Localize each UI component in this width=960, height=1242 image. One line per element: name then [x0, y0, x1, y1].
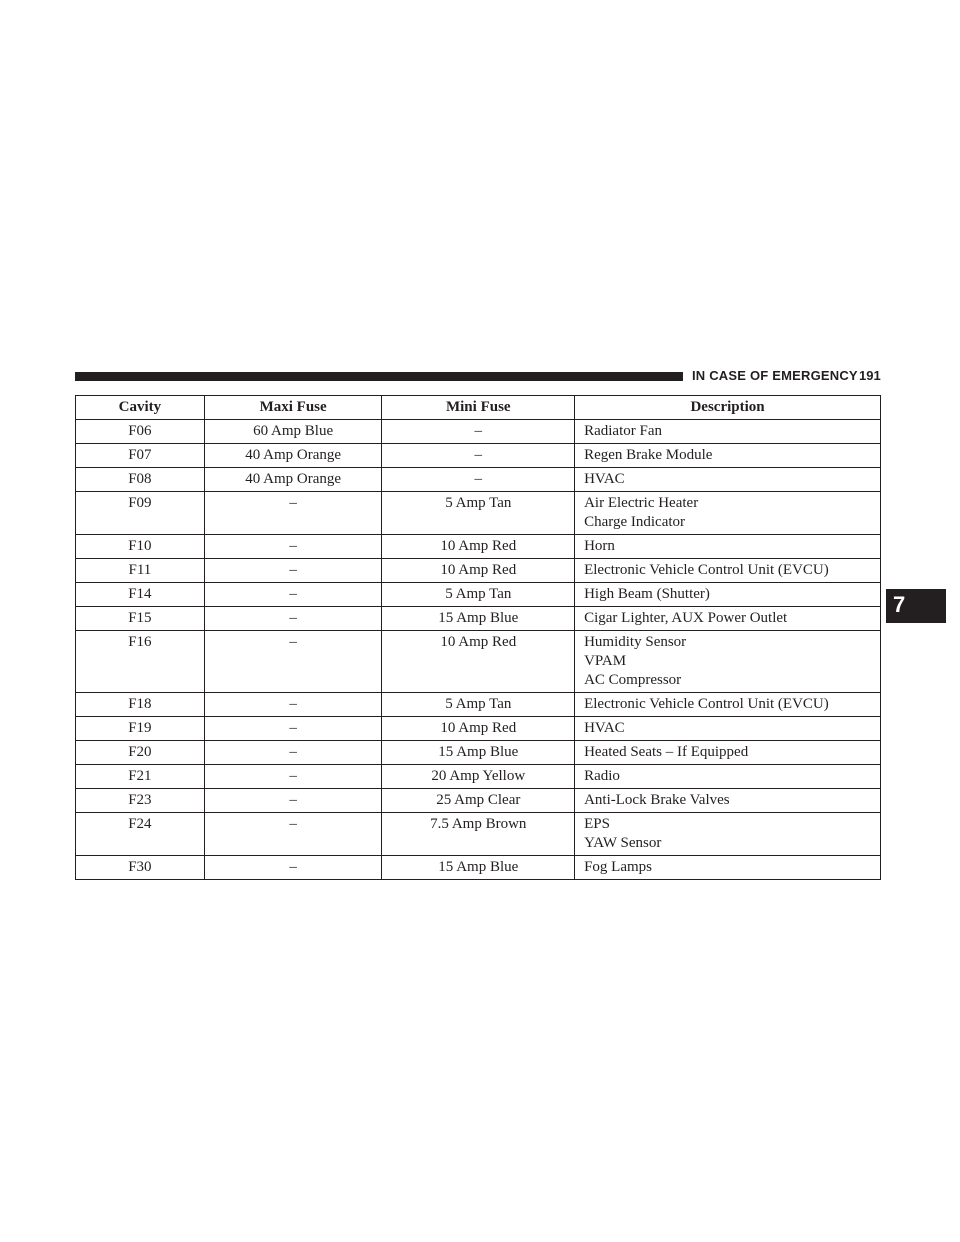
header-mini-fuse: Mini Fuse — [382, 396, 575, 420]
cell-maxi-fuse: – — [204, 535, 382, 559]
cell-description — [575, 789, 881, 813]
description-line: Cigar Lighter, AUX Power Outlet — [584, 610, 788, 626]
table-header-row — [76, 396, 881, 420]
cell-description — [575, 535, 881, 559]
description-line: HVAC — [584, 720, 625, 736]
table-row — [76, 765, 881, 789]
cell-mini-fuse: 15 Amp Blue — [382, 856, 575, 880]
header-maxi-fuse: Maxi Fuse — [204, 396, 382, 420]
header-description: Description — [575, 396, 881, 420]
cell-mini-fuse: 25 Amp Clear — [382, 789, 575, 813]
table-row — [76, 607, 881, 631]
chapter-tab-number: 7 — [893, 592, 906, 617]
description-line: Charge Indicator — [584, 514, 686, 530]
cell-mini-fuse: 7.5 Amp Brown — [382, 813, 575, 856]
cell-description — [575, 741, 881, 765]
cell-cavity: F07 — [76, 444, 205, 468]
cell-description — [575, 444, 881, 468]
cell-mini-fuse: 10 Amp Red — [382, 631, 575, 693]
description-line: Horn — [584, 538, 615, 554]
table-body — [76, 420, 881, 880]
description-line: Fog Lamps — [584, 859, 653, 875]
cell-cavity: F09 — [76, 492, 205, 535]
cell-maxi-fuse: – — [204, 492, 382, 535]
cell-cavity: F14 — [76, 583, 205, 607]
table-row — [76, 813, 881, 856]
cell-mini-fuse: 10 Amp Red — [382, 535, 575, 559]
table-row — [76, 717, 881, 741]
table-row — [76, 583, 881, 607]
description-line: VPAM — [584, 653, 627, 669]
cell-maxi-fuse: – — [204, 607, 382, 631]
cell-maxi-fuse: – — [204, 693, 382, 717]
cell-maxi-fuse: – — [204, 631, 382, 693]
cell-maxi-fuse: – — [204, 583, 382, 607]
table-row — [76, 420, 881, 444]
cell-description — [575, 717, 881, 741]
table-row — [76, 444, 881, 468]
cell-maxi-fuse: 40 Amp Orange — [204, 444, 382, 468]
cell-mini-fuse: 5 Amp Tan — [382, 583, 575, 607]
cell-cavity: F16 — [76, 631, 205, 693]
table-row — [76, 492, 881, 535]
cell-description — [575, 631, 881, 693]
cell-cavity: F20 — [76, 741, 205, 765]
cell-mini-fuse: 5 Amp Tan — [382, 693, 575, 717]
cell-description — [575, 813, 881, 856]
description-line: YAW Sensor — [584, 835, 662, 851]
cell-cavity: F18 — [76, 693, 205, 717]
cell-description — [575, 693, 881, 717]
cell-description — [575, 420, 881, 444]
cell-mini-fuse: 10 Amp Red — [382, 717, 575, 741]
cell-cavity: F24 — [76, 813, 205, 856]
table-row — [76, 535, 881, 559]
cell-maxi-fuse: – — [204, 813, 382, 856]
cell-maxi-fuse: – — [204, 789, 382, 813]
cell-maxi-fuse: – — [204, 765, 382, 789]
cell-maxi-fuse: – — [204, 559, 382, 583]
cell-cavity: F11 — [76, 559, 205, 583]
description-line: Radio — [584, 768, 620, 784]
cell-cavity: F30 — [76, 856, 205, 880]
cell-mini-fuse: 10 Amp Red — [382, 559, 575, 583]
description-line: AC Compressor — [584, 672, 682, 688]
cell-mini-fuse: 15 Amp Blue — [382, 607, 575, 631]
description-line: HVAC — [584, 471, 625, 487]
description-line: EPS — [584, 816, 610, 832]
cell-maxi-fuse: – — [204, 717, 382, 741]
description-line: Humidity Sensor — [584, 634, 687, 650]
cell-description — [575, 583, 881, 607]
cell-cavity: F15 — [76, 607, 205, 631]
cell-mini-fuse: – — [382, 420, 575, 444]
cell-maxi-fuse: 40 Amp Orange — [204, 468, 382, 492]
cell-cavity: F23 — [76, 789, 205, 813]
cell-description — [575, 492, 881, 535]
description-line: Electronic Vehicle Control Unit (EVCU) — [584, 696, 829, 712]
cell-description — [575, 607, 881, 631]
description-line: Electronic Vehicle Control Unit (EVCU) — [584, 562, 829, 578]
cell-maxi-fuse: – — [204, 856, 382, 880]
table-row — [76, 468, 881, 492]
section-title: IN CASE OF EMERGENCY — [692, 368, 858, 383]
cell-mini-fuse: 5 Amp Tan — [382, 492, 575, 535]
cell-cavity: F10 — [76, 535, 205, 559]
cell-description — [575, 765, 881, 789]
description-line: Heated Seats – If Equipped — [584, 744, 749, 760]
cell-cavity: F21 — [76, 765, 205, 789]
cell-description — [575, 856, 881, 880]
table-row — [76, 856, 881, 880]
chapter-tab — [886, 589, 946, 623]
header-rule — [75, 372, 683, 381]
cell-maxi-fuse: 60 Amp Blue — [204, 420, 382, 444]
cell-description — [575, 559, 881, 583]
cell-maxi-fuse: – — [204, 741, 382, 765]
cell-mini-fuse: 15 Amp Blue — [382, 741, 575, 765]
cell-mini-fuse: – — [382, 468, 575, 492]
fuse-table — [75, 395, 881, 880]
cell-description — [575, 468, 881, 492]
table-row — [76, 559, 881, 583]
description-line: Regen Brake Module — [584, 447, 713, 463]
header-cavity: Cavity — [76, 396, 205, 420]
cell-cavity: F06 — [76, 420, 205, 444]
cell-cavity: F08 — [76, 468, 205, 492]
cell-mini-fuse: 20 Amp Yellow — [382, 765, 575, 789]
description-line: High Beam (Shutter) — [584, 586, 710, 602]
table-row — [76, 693, 881, 717]
table-row — [76, 741, 881, 765]
table-row — [76, 631, 881, 693]
page-number: 191 — [859, 368, 881, 383]
description-line: Air Electric Heater — [584, 495, 699, 511]
description-line: Anti-Lock Brake Valves — [584, 792, 730, 808]
description-line: Radiator Fan — [584, 423, 662, 439]
table-row — [76, 789, 881, 813]
cell-cavity: F19 — [76, 717, 205, 741]
cell-mini-fuse: – — [382, 444, 575, 468]
